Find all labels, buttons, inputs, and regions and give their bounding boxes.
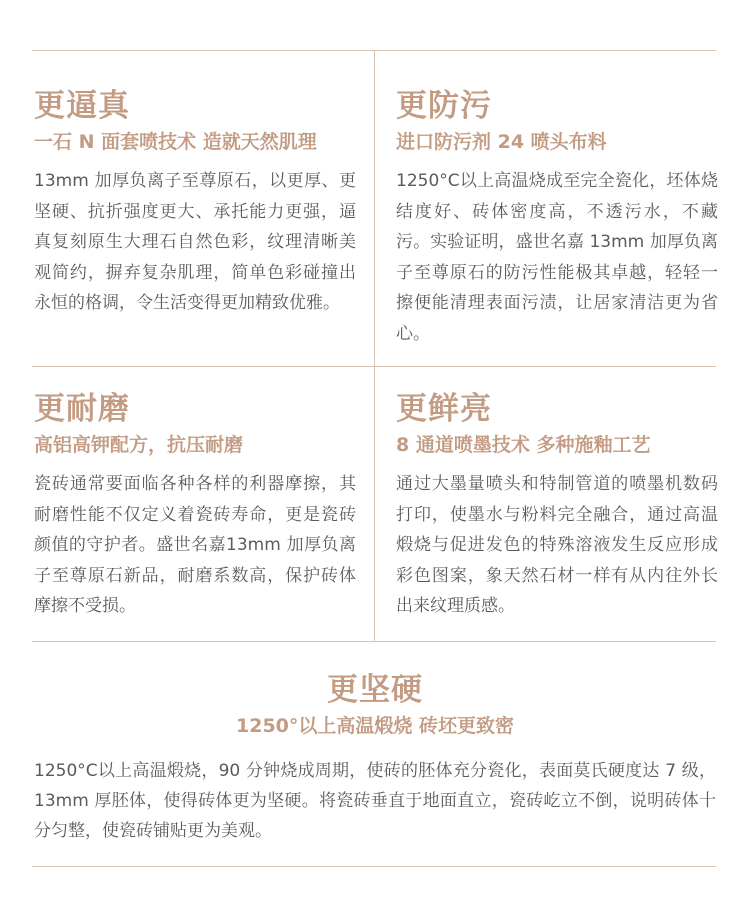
feature-title: 更坚硬	[327, 672, 423, 708]
feature-stain-resistant	[396, 86, 718, 349]
feature-description: 通过大墨量喷头和特制管道的喷墨机数码打印，使墨水与粉料完全融合，通过高温煅烧与促进发色的特殊溶液发生反应形成彩色图案，象天然石材一样有从内往外长出来纹理质感。	[396, 474, 718, 616]
feature-title: 更防污	[396, 88, 492, 124]
feature-description: 1250°C以上高温烧成至完全瓷化，坯体烧结度好、砖体密度高，不透污水，不藏污。实验证明，盛世名嘉 13mm 加厚负离子至尊原石的防污性能极其卓越，轻轻一擦便能清理表面污渍，让居家清洁更为省心。	[396, 171, 718, 344]
feature-subtitle: 一石 N 面套喷技术 造就天然肌理	[34, 131, 317, 153]
feature-subtitle: 进口防污剂 24 喷头布料	[396, 131, 607, 153]
feature-wear-resistant	[34, 389, 356, 622]
divider-row-2	[32, 641, 716, 642]
feature-bright-color	[396, 389, 718, 622]
divider-column	[374, 50, 375, 641]
feature-subtitle: 8 通道喷墨技术 多种施釉工艺	[396, 434, 651, 456]
feature-description: 1250°C以上高温煅烧，90 分钟烧成周期，使砖的胚体充分瓷化，表面莫氏硬度达 7 级，13mm 厚胚体，使得砖体更为坚硬。将瓷砖垂直于地面直立，瓷砖屹立不倒，说明砖体十分匀整，使瓷砖铺贴更为美观。	[34, 761, 716, 841]
feature-subtitle: 1250°以上高温煅烧 砖坯更致密	[236, 715, 514, 737]
feature-description: 13mm 加厚负离子至尊原石，以更厚、更坚硬、抗折强度更大、承托能力更强，逼真复刻原生大理石自然色彩，纹理清晰美观简约，摒弃复杂肌理，简单色彩碰撞出永恒的格调，令生活变得更加精致优雅。	[34, 171, 356, 313]
feature-title: 更耐磨	[34, 391, 130, 427]
divider-bottom	[32, 866, 716, 867]
feature-title: 更鲜亮	[396, 391, 492, 427]
feature-harder	[34, 670, 716, 846]
feature-title: 更逼真	[34, 88, 130, 124]
feature-subtitle: 高铝高钾配方，抗压耐磨	[34, 434, 244, 456]
feature-description: 瓷砖通常要面临各种各样的利器摩擦，其耐磨性能不仅定义着瓷砖寿命，更是瓷砖颜值的守护者。盛世名嘉13mm 加厚负离子至尊原石新品，耐磨系数高，保护砖体摩擦不受损。	[34, 474, 356, 616]
feature-realistic	[34, 86, 356, 319]
